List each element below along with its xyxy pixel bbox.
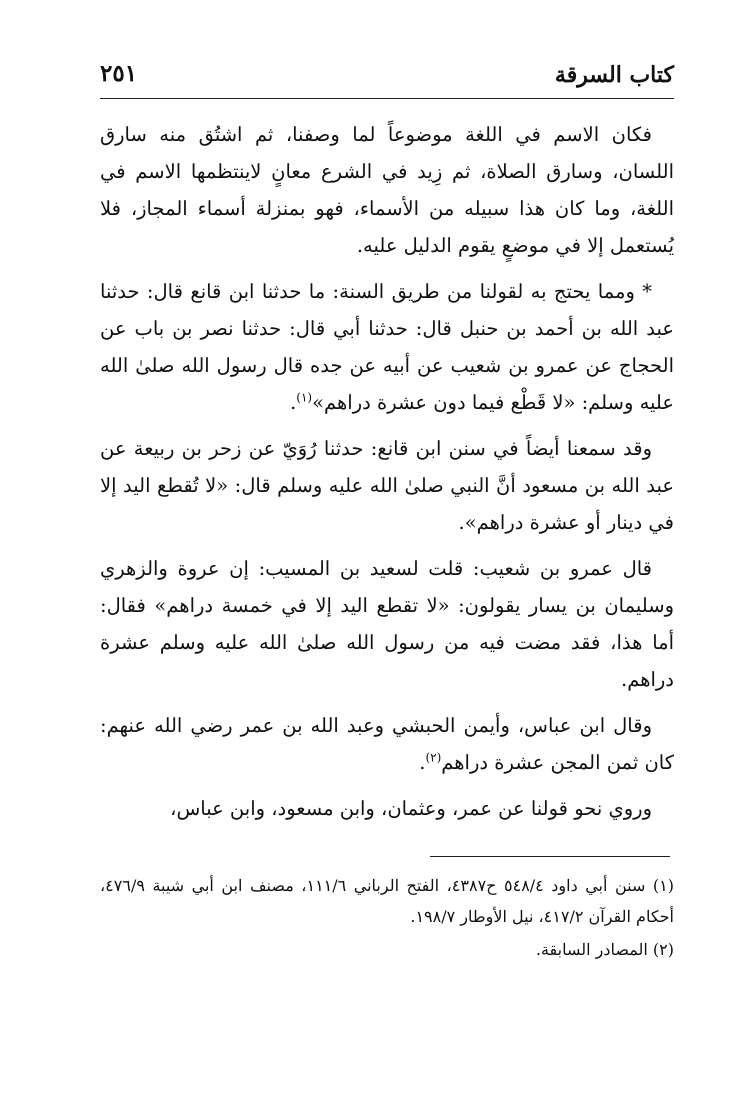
footnote-rule: [430, 856, 670, 857]
paragraph-text: وقال ابن عباس، وأيمن الحبشي وعبد الله بن عمر رضي الله عنهم: كان ثمن المجن عشرة دراهم: [100, 714, 674, 774]
paragraph-text: قال عمرو بن شعيب: قلت لسعيد بن المسيب: إن عروة والزهري وسليمان بن يسار يقولون: «لا تقطع اليد إلا في خمسة دراهم» فقال: أما هذا، فقد مضت فيه من رسول الله صلىٰ الله عليه وسلم عشرة دراهم.: [100, 557, 674, 691]
main-text: [100, 116, 674, 836]
paragraph: [100, 707, 674, 781]
running-header: [100, 56, 674, 96]
paragraph: [100, 273, 674, 421]
paragraph: [100, 116, 674, 264]
period: .: [419, 751, 426, 774]
paragraph-text: * ومما يحتج به لقولنا من طريق السنة: ما حدثنا ابن قانع قال: حدثنا عبد الله بن أحمد بن حنبل قال: حدثنا أبي قال: حدثنا نصر بن باب عن الحجاج عن عمرو بن شعيب عن أبيه عن جده قال رسول الله صلىٰ الله عليه وسلم: «لا قَطْع فيما دون عشرة دراهم»: [100, 280, 674, 414]
footnote-ref-2: (٢): [425, 750, 442, 765]
chapter-title: كتاب السرقة: [554, 62, 674, 88]
paragraph: [100, 430, 674, 541]
paragraph-text: وروي نحو قولنا عن عمر، وعثمان، وابن مسعود، وابن عباس،: [170, 797, 652, 820]
paragraph-text: فكان الاسم في اللغة موضوعاً لما وصفنا، ثم اشتُق منه سارق اللسان، وسارق الصلاة، ثم زِيد في الشرع معانٍ لاينتظمها الاسم في اللغة، وما كان هذا سبيله من الأسماء، فهو بمنزلة أسماء المجاز، فلا يُستعمل إلا في موضعٍ يقوم الدليل عليه.: [100, 123, 674, 257]
period: .: [290, 391, 297, 414]
page-number: ٢٥١: [100, 60, 138, 87]
footnote-1: (١) سنن أبي داود ٥٤٨/٤ ح٤٣٨٧، الفتح الرباني ١١١/٦، مصنف ابن أبي شيبة ٤٧٦/٩، أحكام القرآن ٤١٧/٢، نيل الأوطار ١٩٨/٧.: [100, 876, 674, 926]
paragraph: [100, 550, 674, 698]
header-rule: [100, 98, 674, 99]
paragraph: [100, 790, 674, 827]
paragraph-text: وقد سمعنا أيضاً في سنن ابن قانع: حدثنا رُوَيّ عن زحر بن ربيعة عن عبد الله بن مسعود أنَّ النبي صلىٰ الله عليه وسلم قال: «لا تُقطع اليد إلا في دينار أو عشرة دراهم».: [100, 437, 674, 534]
footnotes: [100, 870, 674, 967]
footnote-ref-1: (١): [296, 390, 313, 405]
footnote-2: (٢) المصادر السابقة.: [535, 940, 674, 959]
